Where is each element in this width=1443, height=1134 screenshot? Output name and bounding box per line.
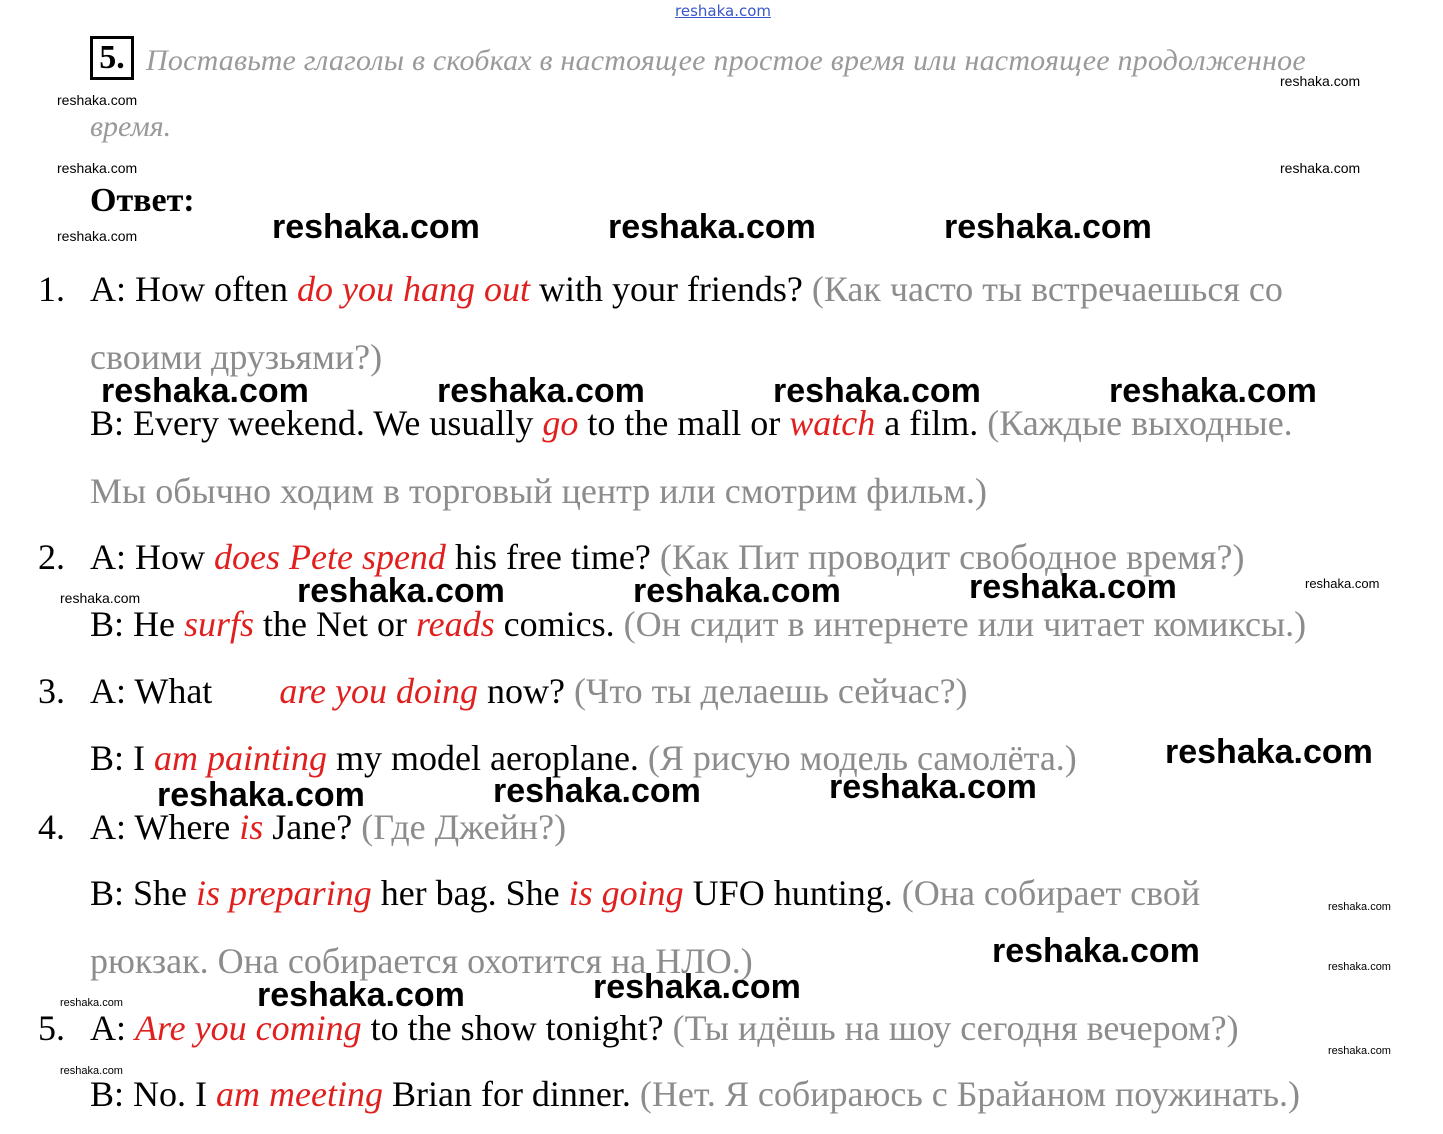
- answer-label: Ответ:: [90, 182, 195, 219]
- answer-verb: surfs: [184, 604, 255, 644]
- item-1-question: [90, 268, 1283, 310]
- watermark: reshaka.com: [608, 208, 816, 246]
- watermark: reshaka.com: [297, 572, 505, 610]
- item-number: 2.: [38, 537, 65, 577]
- item-3-question: [90, 670, 968, 712]
- text: to the show tonight?: [361, 1008, 673, 1048]
- answer-verb: go: [542, 403, 579, 443]
- watermark: reshaka.com: [1280, 160, 1361, 176]
- task-instruction: Поставьте глаголы в скобках в настоящее простое время или настоящее продолженное: [146, 44, 1306, 77]
- translation-continued: Мы обычно ходим в торговый центр или смотрим фильм.): [90, 471, 988, 511]
- translation: (Каждые выходные.: [987, 403, 1293, 443]
- answer-verb: am meeting: [216, 1074, 383, 1114]
- text: to the mall or: [578, 403, 790, 443]
- task-instruction-continued: время.: [90, 110, 172, 143]
- translation: (Он сидит в интернете или читает комиксы.): [623, 604, 1307, 644]
- watermark: reshaka.com: [157, 776, 365, 814]
- watermark: reshaka.com: [57, 92, 138, 108]
- answer-verb: am painting: [154, 738, 328, 778]
- watermark: reshaka.com: [773, 372, 981, 410]
- text: Jane?: [263, 807, 362, 847]
- watermark: reshaka.com: [57, 160, 138, 176]
- text: A: What: [90, 671, 222, 711]
- translation: (Ты идёшь на шоу сегодня вечером?): [672, 1008, 1239, 1048]
- translation: (Она собирает свой: [901, 873, 1201, 913]
- answer-verb: is preparing: [196, 873, 372, 913]
- text: A: How: [90, 537, 214, 577]
- watermark: reshaka.com: [1280, 73, 1361, 89]
- answer-verb: Are you coming: [135, 1008, 362, 1048]
- watermark: reshaka.com: [437, 372, 645, 410]
- text: B: She: [90, 873, 197, 913]
- watermark: reshaka.com: [944, 208, 1152, 246]
- answer-verb: do you hang out: [296, 269, 530, 309]
- answer-verb: are you doing: [279, 671, 478, 711]
- translation: (Где Джейн?): [361, 807, 567, 847]
- watermark: reshaka.com: [101, 372, 309, 410]
- item-4-answer: [90, 872, 1200, 914]
- text: B: He: [90, 604, 184, 644]
- watermark: reshaka.com: [257, 976, 465, 1014]
- text: his free time?: [445, 537, 660, 577]
- translation-continued: своими друзьями?): [90, 337, 383, 377]
- task-number: 5.: [90, 36, 134, 80]
- text: now?: [477, 671, 574, 711]
- translation-continued: рюкзак. Она собирается охотится на НЛО.): [90, 941, 753, 981]
- watermark: reshaka.com: [1109, 372, 1317, 410]
- text: comics.: [494, 604, 624, 644]
- text: with your friends?: [529, 269, 812, 309]
- watermark: reshaka.com: [969, 568, 1177, 606]
- watermark: reshaka.com: [493, 772, 701, 810]
- item-number: 3.: [38, 671, 65, 711]
- text: her bag. She: [371, 873, 569, 913]
- site-link[interactable]: reshaka.com: [675, 2, 771, 20]
- answer-verb: is: [239, 807, 264, 847]
- text: A: Where: [90, 807, 240, 847]
- translation: (Как часто ты встречаешься со: [811, 269, 1283, 309]
- watermark: reshaka.com: [1328, 901, 1391, 913]
- watermark: reshaka.com: [829, 768, 1037, 806]
- translation: (Я рисую модель самолёта.): [647, 738, 1077, 778]
- watermark: reshaka.com: [633, 572, 841, 610]
- text: a film.: [875, 403, 988, 443]
- watermark: reshaka.com: [60, 997, 123, 1009]
- translation: (Что ты делаешь сейчас?): [573, 671, 968, 711]
- item-5-answer: [90, 1073, 1300, 1115]
- watermark: reshaka.com: [593, 968, 801, 1006]
- watermark: reshaka.com: [272, 208, 480, 246]
- watermark: reshaka.com: [57, 228, 138, 244]
- text: B: Every weekend. We usually: [90, 403, 543, 443]
- text: A:: [90, 1008, 135, 1048]
- translation: (Нет. Я собираюсь с Брайаном поужинать.): [639, 1074, 1300, 1114]
- watermark: reshaka.com: [60, 590, 141, 606]
- text: B: I: [90, 738, 155, 778]
- watermark: reshaka.com: [1305, 576, 1380, 591]
- item-number: 4.: [38, 807, 65, 847]
- text: the Net or: [254, 604, 416, 644]
- answer-verb: does Pete spend: [214, 537, 446, 577]
- text: Brian for dinner.: [382, 1074, 640, 1114]
- answer-verb: is going: [568, 873, 684, 913]
- watermark: reshaka.com: [1328, 961, 1391, 973]
- text: B: No. I: [90, 1074, 216, 1114]
- watermark: reshaka.com: [992, 932, 1200, 970]
- translation: (Как Пит проводит свободное время?): [659, 537, 1245, 577]
- answer-verb: watch: [789, 403, 876, 443]
- watermark: reshaka.com: [1328, 1045, 1391, 1057]
- text: my model aeroplane.: [327, 738, 648, 778]
- text: A: How often: [90, 269, 297, 309]
- watermark: reshaka.com: [60, 1065, 123, 1077]
- item-number: 5.: [38, 1008, 65, 1048]
- watermark: reshaka.com: [1165, 733, 1373, 771]
- answer-verb: reads: [415, 604, 495, 644]
- item-number: 1.: [38, 269, 65, 309]
- text: UFO hunting.: [683, 873, 902, 913]
